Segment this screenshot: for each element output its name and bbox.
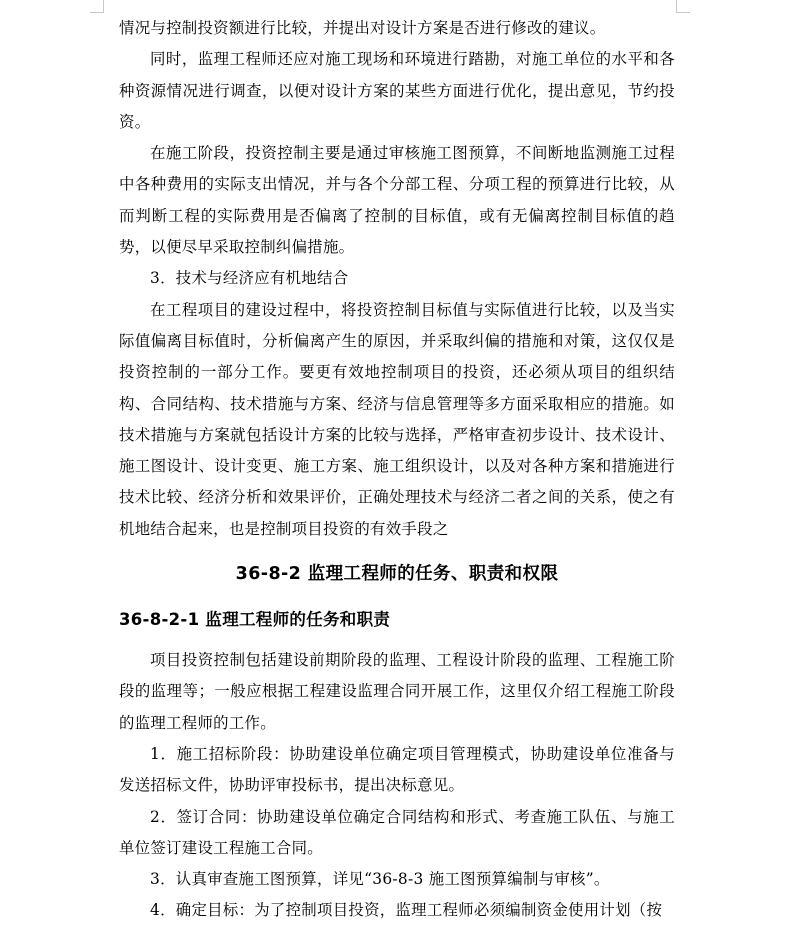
list-item-2: 2．签订合同：协助建设单位确定合同结构和形式、考查施工队伍、与施工单位签订建设工程施工合同。	[119, 807, 675, 857]
paragraph-continuation: 情况与控制投资额进行比较，并提出对设计方案是否进行修改的建议。	[119, 19, 606, 37]
list-item-4: 4．确定目标：为了控制项目投资，监理工程师必须编制资金使用计划（按	[150, 901, 663, 920]
list-item-3-heading: 3．技术与经济应有机地结合	[150, 269, 349, 288]
list-item-1: 1．施工招标阶段：协助建设单位确定项目管理模式，协助建设单位准备与发送招标文件，协助评审投标书，提出决标意见。	[119, 744, 675, 795]
document-body	[119, 13, 675, 927]
paragraph-tech-economy: 在工程项目的建设过程中，将投资控制目标值与实际值进行比较，以及当实际值偏离目标值时，分析偏离产生的原因，并采取纠偏的措施和对策，这仅仅是投资控制的一部分工作。要更有效地控制项目的投资，还必须从项目的组织结构、合同结构、技术措施与方案、经济与信息管理等多方面采取相应的措施。如技术措施与方案就包括设计方案的比较与选择，严格审查初步设计、技术设计、施工图设计、设计变更、施工方案、施工组织设计，以及对各种方案和措施进行技术比较、经济分析和效果评价，正确处理技术与经济二者之间的关系，使之有机地结合起来，也是控制项目投资的有效手段之	[119, 300, 675, 538]
paragraph-intro: 项目投资控制包括建设前期阶段的监理、工程设计阶段的监理、工程施工阶段的监理等；一般应根据工程建设监理合同开展工作，这里仅介绍工程施工阶段的监理工程师的工作。	[119, 651, 675, 732]
subsection-heading: 36-8-2-1 监理工程师的任务和职责	[119, 610, 391, 630]
list-item-3: 3．认真审查施工图预算，详见“36-8-3 施工图预算编制与审核”。	[150, 870, 610, 889]
crop-mark-right-horizontal	[676, 12, 690, 13]
crop-mark-left-horizontal	[90, 12, 104, 13]
section-heading: 36-8-2 监理工程师的任务、职责和权限	[235, 564, 559, 585]
paragraph-construction-stage: 在施工阶段，投资控制主要是通过审核施工图预算，不间断地监测施工过程中各种费用的实际支出情况，并与各个分部工程、分项工程的预算进行比较，从而判断工程的实际费用是否偏离了控制的目标值，或有无偏离控制目标值的趋势，以便尽早采取控制纠偏措施。	[119, 144, 675, 257]
paragraph-site-survey: 同时，监理工程师还应对施工现场和环境进行踏勘，对施工单位的水平和各种资源情况进行调查，以便对设计方案的某些方面进行优化，提出意见，节约投资。	[119, 50, 675, 131]
